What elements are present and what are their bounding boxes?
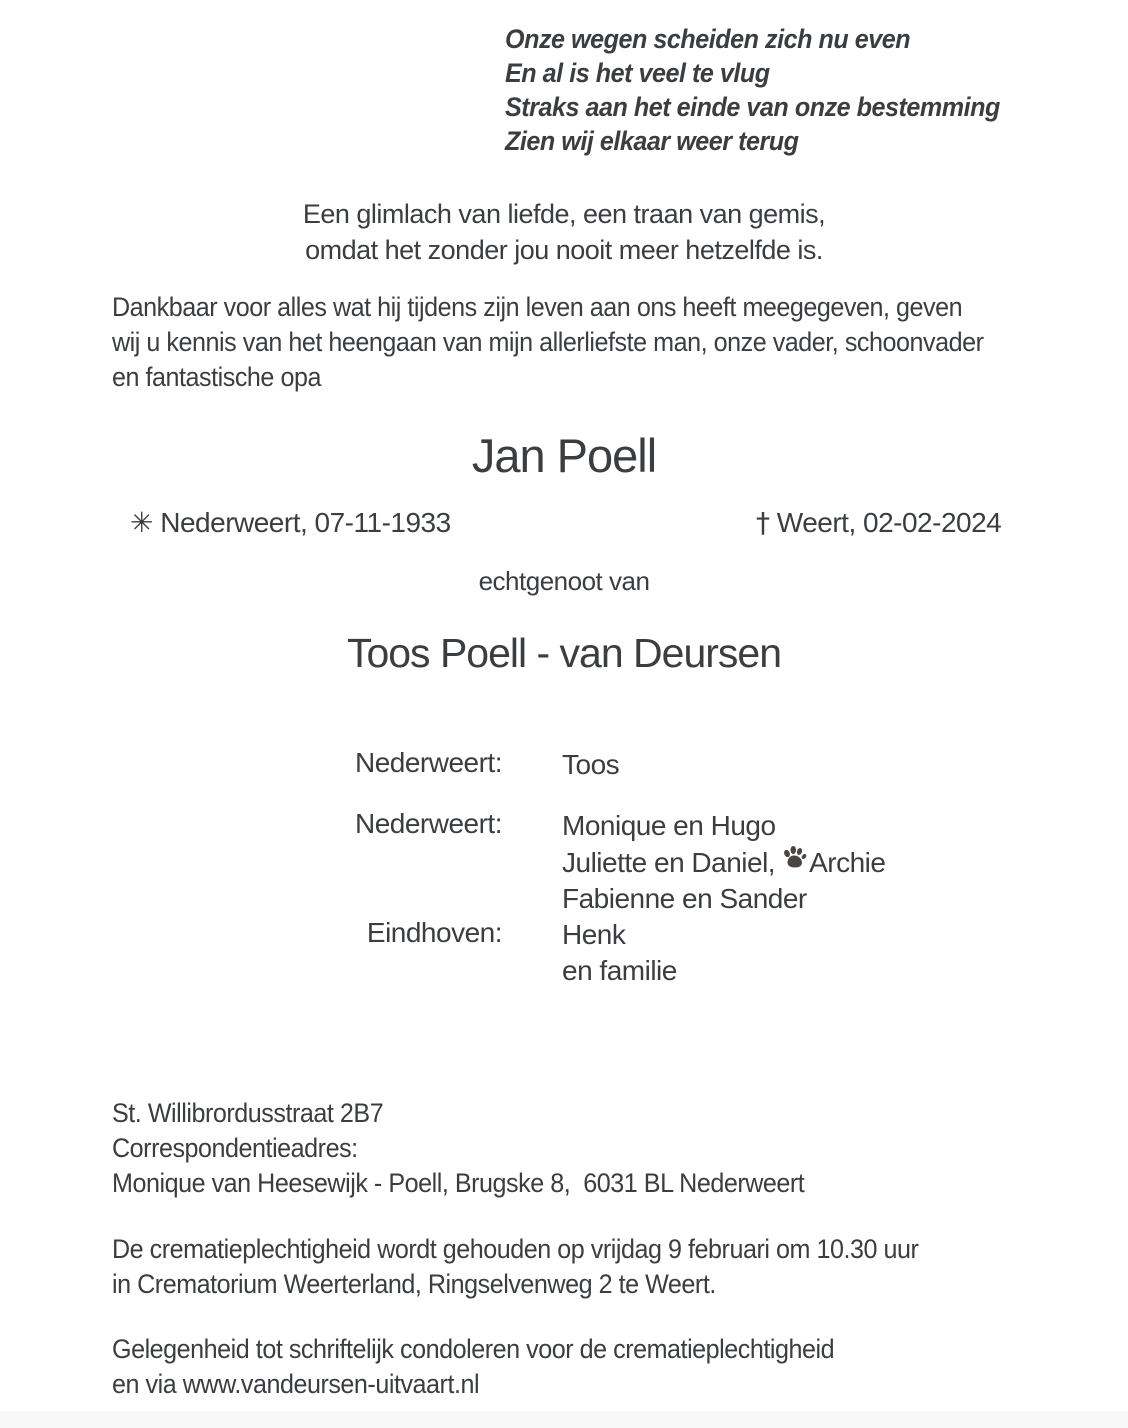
poem-line: Zien wij elkaar weer terug: [505, 126, 799, 156]
family-place-label: Nederweert:: [354, 808, 502, 839]
ceremony-line: De crematieplechtigheid wordt gehouden op vrijdag 9 februari om 10.30 uur: [112, 1234, 919, 1264]
family-member: Juliette en Daniel,: [562, 847, 776, 878]
birth-text: Nederweert, 07-11-1933: [160, 507, 451, 538]
quote-line: omdat het zonder jou nooit meer hetzelfde is.: [305, 235, 823, 265]
ceremony-line: in Crematorium Weerterland, Ringselvenweg 2 te Weert.: [112, 1269, 716, 1299]
family-member-with-pet: [562, 844, 885, 881]
birth-place-date: [130, 506, 451, 539]
address-line: St. Willibrordusstraat 2B7: [112, 1098, 384, 1128]
announcement-line: en fantastische opa: [112, 362, 321, 392]
ceremony-block: [112, 1232, 918, 1302]
address-line: Correspondentieadres:: [112, 1133, 358, 1163]
announcement-line: Dankbaar voor alles wat hij tijdens zijn leven aan ons heeft meegegeven, geven: [112, 292, 963, 322]
announcement-line: wij u kennis van het heengaan van mijn allerliefste man, onze vader, schoonvader: [112, 327, 984, 357]
announcement-paragraph: [112, 290, 983, 395]
condolence-block: [112, 1332, 834, 1402]
spouse-name: Toos Poell - van Deursen: [346, 630, 782, 676]
quote-line: Een glimlach van liefde, een traan van gemis,: [302, 199, 826, 229]
deceased-name: Jan Poell: [471, 429, 657, 482]
address-line: Monique van Heesewijk - Poell, Brugske 8, 6031 BL Nederweert: [112, 1168, 805, 1198]
poem-line: En al is het veel te vlug: [505, 58, 770, 88]
birth-star-icon: ✳: [130, 506, 153, 539]
death-text: Weert, 02-02-2024: [776, 507, 1002, 538]
memorial-quote: [0, 196, 1128, 268]
scan-bottom-band: [0, 1411, 1128, 1428]
death-dagger-icon: †: [756, 506, 770, 539]
address-block: [112, 1096, 804, 1201]
family-place-label: Eindhoven:: [366, 917, 502, 948]
poem-line: Straks aan het einde van onze bestemming: [505, 92, 1000, 122]
family-member: Toos: [562, 749, 620, 780]
paw-icon: [781, 844, 808, 869]
death-place-date: [756, 506, 1001, 539]
relation-label: echtgenoot van: [478, 566, 650, 596]
opening-poem: [505, 22, 1000, 158]
family-member: Monique en Hugo: [562, 810, 776, 841]
family-member: Henk: [562, 919, 626, 950]
family-member: Fabienne en Sander: [562, 883, 807, 914]
poem-line: Onze wegen scheiden zich nu even: [505, 24, 911, 54]
condolence-line: Gelegenheid tot schriftelijk condoleren voor de crematieplechtigheid: [112, 1334, 835, 1364]
family-place-label: Nederweert:: [354, 747, 502, 778]
pet-name: Archie: [809, 847, 886, 878]
family-member: en familie: [562, 955, 677, 986]
condolence-line: en via www.vandeursen-uitvaart.nl: [112, 1369, 480, 1399]
